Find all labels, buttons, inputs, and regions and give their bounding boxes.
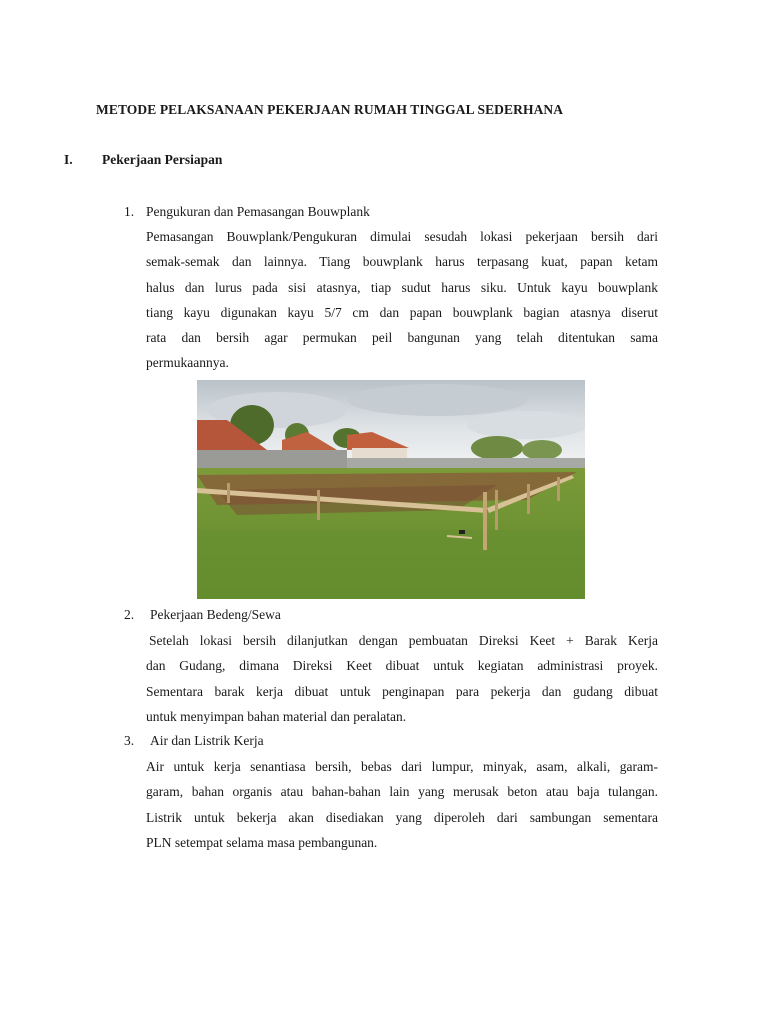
item-2-number: 2. — [124, 607, 135, 622]
paragraph-line: Setelah lokasi bersih dilanjutkan dengan pembuatan Direksi Keet + Barak Kerja — [149, 633, 658, 648]
paragraph-line: halus dan lurus pada sisi atasnya, tiap sudut harus siku. Untuk kayu bouwplank — [146, 279, 658, 295]
item-1-number: 1. — [124, 204, 135, 219]
paragraph-line: PLN setempat selama masa pembangunan. — [146, 834, 378, 850]
item-3-number: 3. — [124, 733, 135, 748]
paragraph-line: Listrik untuk bekerja akan disediakan yang diperoleh dari sambungan sementara — [146, 809, 658, 825]
paragraph-line: garam, bahan organis atau bahan-bahan lain yang merusak beton atau baja tulangan. — [146, 784, 658, 800]
paragraph-line: rata dan bersih agar permukan peil bangunan yang telah ditentukan sama — [146, 330, 658, 346]
bouwplank-site-photo — [197, 380, 585, 599]
paragraph-line: Pemasangan Bouwplank/Pengukuran dimulai sesudah lokasi pekerjaan bersih dari — [146, 229, 658, 244]
paragraph-line: dan Gudang, dimana Direksi Keet dibuat untuk kegiatan administrasi proyek. — [146, 658, 658, 674]
paragraph-line: tiang kayu digunakan kayu 5/7 cm dan papan bouwplank bagian atasnya diserut — [146, 304, 658, 320]
item-1-paragraph — [146, 224, 658, 376]
item-2-paragraph — [146, 628, 658, 729]
item-3-paragraph — [146, 754, 658, 855]
paragraph-line: untuk menyimpan bahan material dan peralatan. — [146, 708, 407, 724]
paragraph-line: semak-semak dan lainnya. Tiang bouwplank harus terpasang kuat, papan ketam — [146, 254, 658, 270]
paragraph-line: permukaannya. — [146, 355, 229, 371]
item-1-title: Pengukuran dan Pemasangan Bouwplank — [146, 204, 370, 219]
paragraph-line: Air untuk kerja senantiasa bersih, bebas dari lumpur, minyak, asam, alkali, garam- — [146, 759, 658, 774]
item-3-title: Air dan Listrik Kerja — [150, 733, 264, 748]
section-title: Pekerjaan Persiapan — [102, 152, 223, 167]
section-number: I. — [64, 152, 73, 167]
paragraph-line: Sementara barak kerja dibuat untuk penginapan para pekerja dan gudang dibuat — [146, 683, 658, 699]
item-2-title: Pekerjaan Bedeng/Sewa — [150, 607, 281, 622]
document-title: METODE PELAKSANAAN PEKERJAAN RUMAH TINGGAL SEDERHANA — [96, 102, 564, 117]
